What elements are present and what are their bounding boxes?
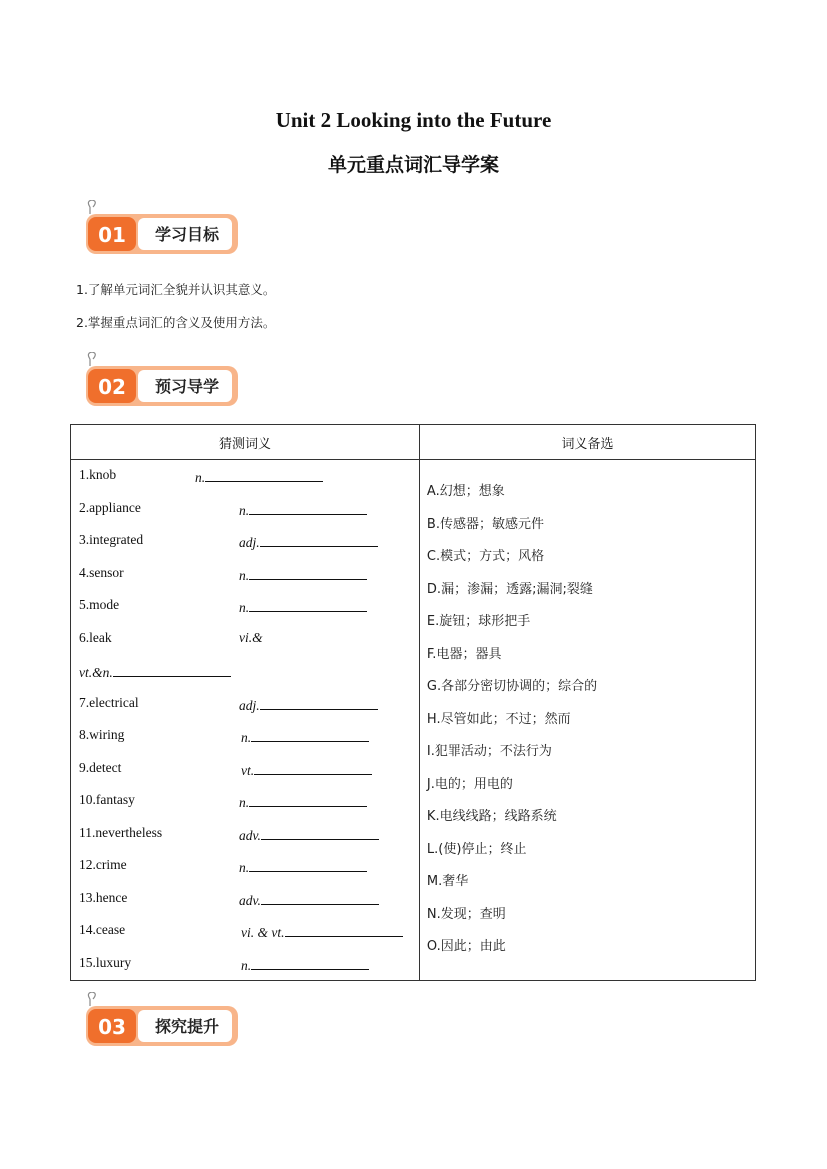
objective-item: 1.了解单元词汇全貌并认识其意义。 (76, 282, 276, 297)
choice-item: G.各部分密切协调的；综合的 (426, 679, 598, 694)
pos-blank[interactable]: vi. & vt. (241, 922, 403, 941)
vocab-word: 12.crime (79, 857, 127, 872)
section-badge-01 (84, 200, 244, 256)
vocab-word: 15.luxury (79, 955, 132, 970)
vocab-word: 4.sensor (79, 565, 124, 580)
choice-item: O.因此；由此 (426, 939, 506, 954)
pos-blank[interactable]: n. (239, 857, 367, 876)
vocab-word: 7.electrical (79, 695, 139, 710)
section-badge-02 (84, 352, 244, 408)
choice-item: N.发现；查明 (426, 906, 506, 922)
pos-blank[interactable]: n. (239, 597, 367, 616)
section-number: 03 (98, 1015, 126, 1039)
vocab-word: 10.fantasy (79, 792, 135, 807)
page-subtitle: 单元重点词汇导学案 (327, 154, 499, 176)
page-title: Unit 2 Looking into the Future (275, 108, 552, 132)
choice-item: C.模式；方式；风格 (426, 549, 545, 564)
choice-item: J.电的；用电的 (426, 776, 513, 792)
vocab-word: 8.wiring (79, 727, 125, 742)
vocab-word: 2.appliance (79, 500, 141, 515)
objective-item: 2.掌握重点词汇的含义及使用方法。 (76, 315, 276, 330)
pos-blank[interactable]: adj. (239, 695, 378, 714)
choice-item: K.电线线路；线路系统 (426, 809, 557, 824)
choice-item: E.旋钮；球形把手 (426, 614, 531, 629)
section-number: 02 (98, 375, 126, 399)
pos-blank[interactable]: n. (195, 467, 323, 486)
pos-label: vi.& (239, 630, 263, 645)
word-column (71, 460, 420, 981)
vocab-word: 5.mode (79, 597, 120, 612)
choice-item: F.电器；器具 (426, 646, 502, 662)
column-header-guess: 猜测词义 (71, 425, 420, 460)
section-label: 学习目标 (154, 225, 219, 244)
vocab-word: 9.detect (79, 760, 122, 775)
choice-item: D.漏；渗漏；透露;漏洞;裂缝 (426, 581, 593, 597)
choice-item: M.奢华 (426, 874, 469, 889)
pos-blank[interactable]: adj. (239, 532, 378, 551)
vocab-word: 13.hence (79, 890, 128, 905)
vocab-word: 14.cease (79, 922, 126, 937)
pos-blank[interactable]: vt. (241, 760, 372, 779)
section-label: 探究提升 (154, 1017, 219, 1036)
pos-blank[interactable]: n. (241, 955, 369, 974)
pos-blank[interactable]: adv. (239, 890, 379, 909)
pos-blank[interactable]: n. (239, 500, 367, 519)
vocab-word: 3.integrated (79, 532, 144, 547)
choice-item: H.尽管如此；不过；然而 (426, 711, 571, 727)
vocab-word: 6.leak (79, 630, 112, 645)
pos-blank[interactable]: n. (241, 727, 369, 746)
section-number: 01 (98, 223, 126, 247)
choice-item: A.幻想；想象 (426, 484, 505, 499)
column-header-choices: 词义备选 (419, 425, 755, 460)
section-badge-03 (84, 992, 244, 1048)
choice-item: B.传感器；敏感元件 (426, 516, 544, 532)
choice-item: L.(使)停止；终止 (426, 841, 527, 857)
pos-blank[interactable]: adv. (239, 825, 379, 844)
vocab-table (70, 424, 756, 981)
section-label: 预习导学 (154, 377, 219, 396)
choice-item: I.犯罪活动；不法行为 (426, 744, 552, 759)
pos-blank[interactable]: vt.&n. (79, 662, 231, 681)
pos-blank[interactable]: n. (239, 565, 367, 584)
vocab-word: 1.knob (79, 467, 117, 482)
pos-blank[interactable]: n. (239, 792, 367, 811)
choices-column (419, 460, 755, 981)
vocab-word: 11.nevertheless (79, 825, 163, 840)
